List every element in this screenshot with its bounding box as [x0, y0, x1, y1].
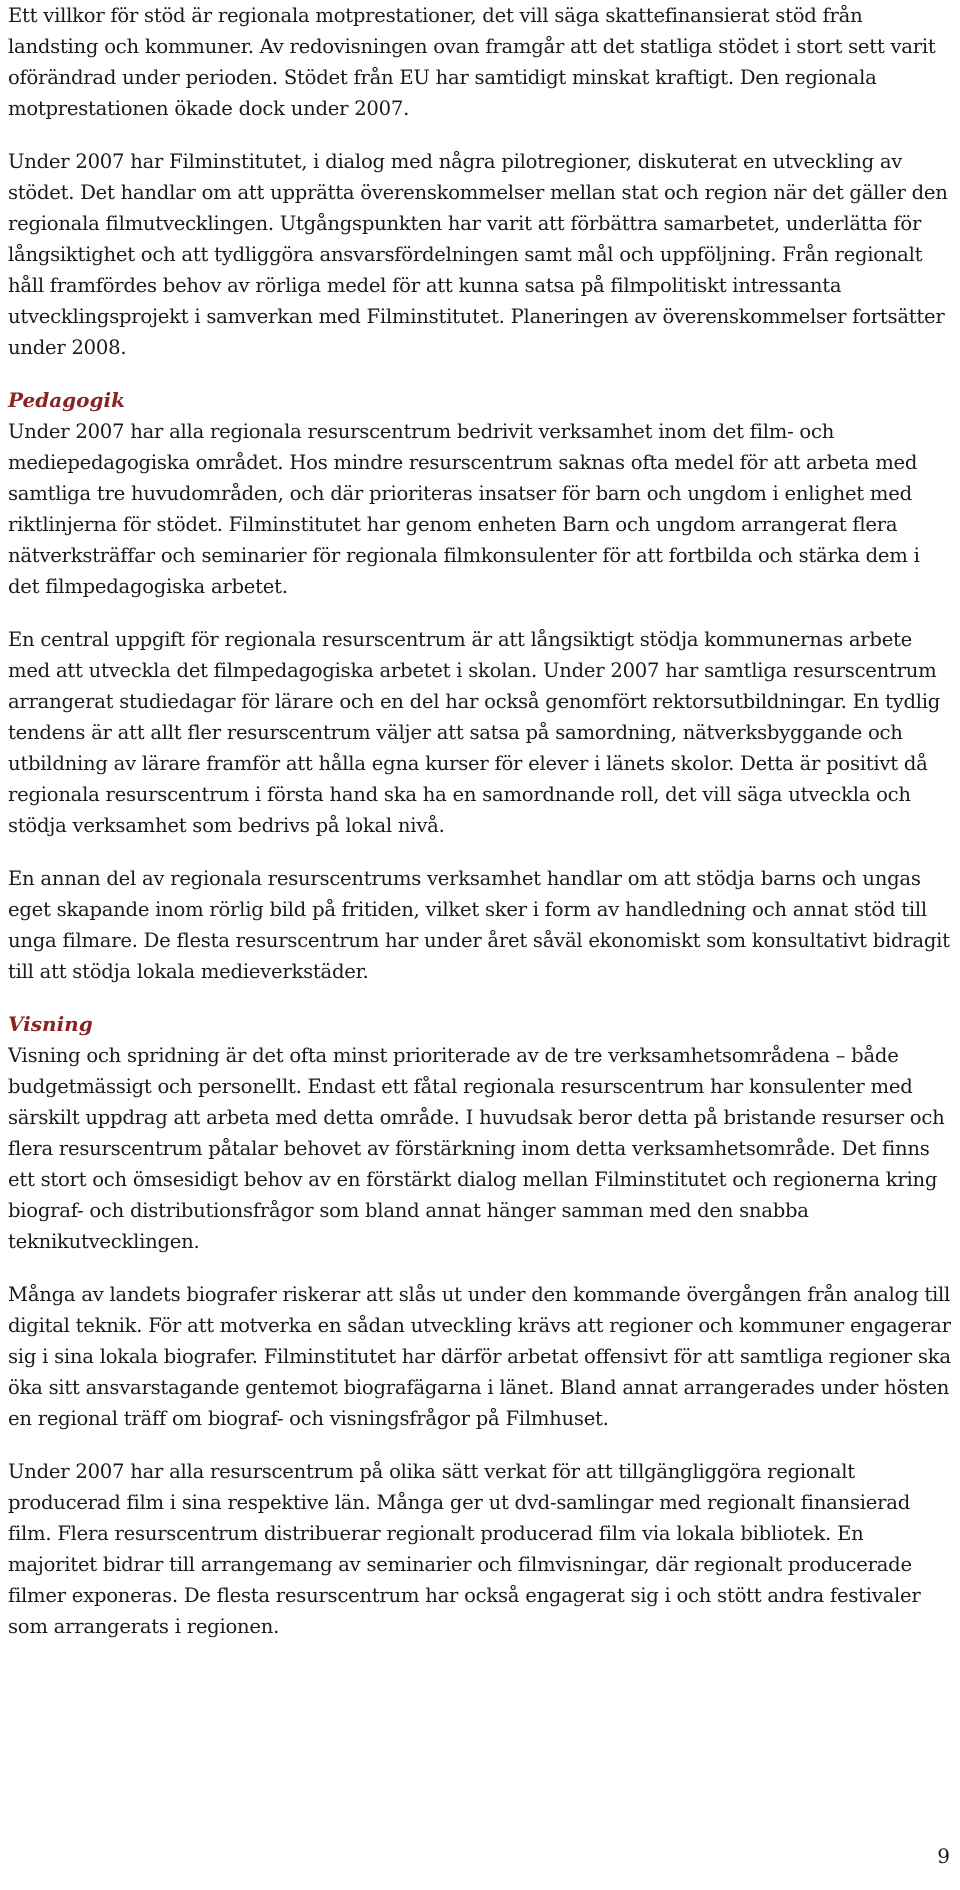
- paragraph-intro-2: Under 2007 har Filminstitutet, i dialog med några pilotregioner, diskuterat en utveckling av stödet. Det handlar om att upprätta överenskommelser mellan stat och region när det gäller den regionala filmutvecklingen. Utgångspunkten har varit att förbättra samarbetet, underlätta för långsiktighet och att tydliggöra ansvarsfördelningen samt mål och uppföljning. Från regionalt håll framfördes behov av rörliga medel för att kunna satsa på filmpolitiskt intressanta utvecklingsprojekt i samverkan med Filminstitutet. Planeringen av överenskommelser fortsätter under 2008.: [8, 150, 948, 359]
- paragraph-intro-1: Ett villkor för stöd är regionala motprestationer, det vill säga skattefinansierat stöd från landsting och kommuner. Av redovisningen ovan framgår att det statliga stödet i stort sett varit oförändrad under perioden. Stödet från EU har samtidigt minskat kraftigt. Den regionala motprestationen ökade dock under 2007.: [8, 4, 936, 120]
- paragraph-visning-3: Under 2007 har alla resurscentrum på olika sätt verkat för att tillgängliggöra regionalt producerad film i sina respektive län. Många ger ut dvd-samlingar med regionalt finansierad film. Flera resurscentrum distribuerar regionalt producerad film via lokala bibliotek. En majoritet bidrar till arrangemang av seminarier och filmvisningar, där regionalt producerade filmer exponeras. De flesta resurscentrum har också engagerat sig i och stött andra festivaler som arrangerats i regionen.: [8, 1460, 921, 1638]
- section-heading-pedagogik: Pedagogik: [8, 388, 125, 412]
- section-pedagogik: [8, 385, 953, 987]
- section-heading-visning: Visning: [8, 1012, 93, 1036]
- page-number: 9: [937, 1844, 950, 1868]
- paragraph-pedagogik-3: En annan del av regionala resurscentrums verksamhet handlar om att stödja barns och ungas eget skapande inom rörlig bild på fritiden, vilket sker i form av handledning och annat stöd till unga filmare. De flesta resurscentrum har under året såväl ekonomiskt som konsultativt bidragit till att stödja lokala medieverkstäder.: [8, 867, 950, 983]
- paragraph-visning-1: Visning och spridning är det ofta minst prioriterade av de tre verksamhetsområdena – både budgetmässigt och personellt. Endast ett fåtal regionala resurscentrum har konsulenter med särskilt uppdrag att arbeta med detta område. I huvudsak beror detta på bristande resurser och flera resurscentrum påtalar behovet av förstärkning inom detta verksamhetsområde. Det finns ett stort och ömsesidigt behov av en förstärkt dialog mellan Filminstitutet och regionerna kring biograf- och distributionsfrågor som bland annat hänger samman med den snabba teknikutvecklingen.: [8, 1044, 945, 1253]
- paragraph-pedagogik-2: En central uppgift för regionala resurscentrum är att långsiktigt stödja kommunernas arbete med att utveckla det filmpedagogiska arbetet i skolan. Under 2007 har samtliga resurscentrum arrangerat studiedagar för lärare och en del har också genomfört rektorsutbildningar. En tydlig tendens är att allt fler resurscentrum väljer att satsa på samordning, nätverksbyggande och utbildning av lärare framför att hålla egna kurser för elever i länets skolor. Detta är positivt då regionala resurscentrum i första hand ska ha en samordnande roll, det vill säga utveckla och stödja verksamhet som bedrivs på lokal nivå.: [8, 628, 941, 837]
- section-visning: [8, 1009, 953, 1642]
- paragraph-visning-2: Många av landets biografer riskerar att slås ut under den kommande övergången från analog till digital teknik. För att motverka en sådan utveckling krävs att regioner och kommuner engagerar sig i sina lokala biografer. Filminstitutet har därför arbetat offensivt för att samtliga regioner ska öka sitt ansvarstagande gentemot biografägarna i länet. Bland annat arrangerades under hösten en regional träff om biograf- och visningsfrågor på Filmhuset.: [8, 1283, 951, 1430]
- document-page: [8, 0, 953, 1642]
- paragraph-pedagogik-1: Under 2007 har alla regionala resurscentrum bedrivit verksamhet inom det film- och mediepedagogiska området. Hos mindre resurscentrum saknas ofta medel för att arbeta med samtliga tre huvudområden, och där prioriteras insatser för barn och ungdom i enlighet med riktlinjerna för stödet. Filminstitutet har genom enheten Barn och ungdom arrangerat flera nätverksträffar och seminarier för regionala filmkonsulenter för att fortbilda och stärka dem i det filmpedagogiska arbetet.: [8, 420, 920, 598]
